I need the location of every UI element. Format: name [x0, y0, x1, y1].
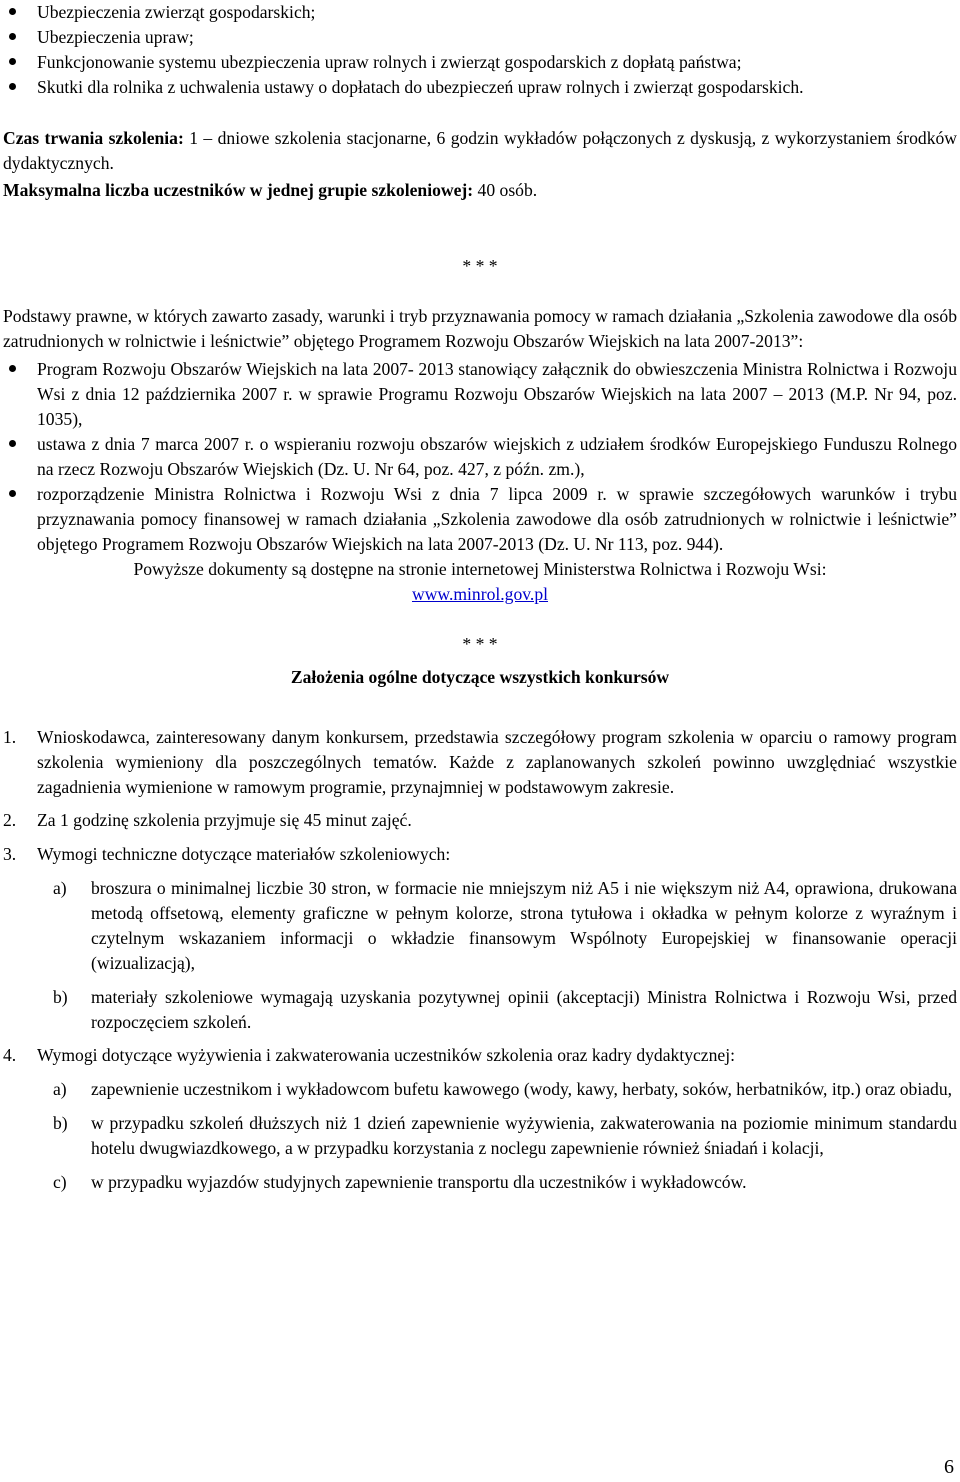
bullet-icon	[3, 50, 37, 75]
list-item-4: 4. Wymogi dotyczące wyżywienia i zakwaterowania uczestników szkolenia oraz kadry dydaktycznej:	[3, 1045, 736, 1065]
list-item-2: 2. Za 1 godzinę szkolenia przyjmuje się 45 minut zajęć.	[3, 810, 412, 830]
numbered-list	[3, 725, 957, 1195]
minrol-link[interactable]: www.minrol.gov.pl	[411, 584, 549, 604]
document-page	[3, 0, 957, 1195]
list-item: Skutki dla rolnika z uchwalenia ustawy o dopłatach do ubezpieczeń upraw rolnych i zwierząt gospodarskich.	[3, 75, 957, 100]
bullet-icon	[3, 357, 37, 432]
documents-note: Powyższe dokumenty są dostępne na stronie internetowej Ministerstwa Rolnictwa i Rozwoju Wsi:	[133, 559, 827, 579]
legal-intro: Podstawy prawne, w których zawarto zasady, warunki i tryb przyznawania pomocy w ramach działania „Szkolenia zawodowe dla osób zatrudnionych w rolnictwie i leśnictwie” objętego Programem Rozwoju Obszarów Wiejskich na lata 2007-2013”:	[3, 306, 957, 351]
duration-paragraph	[3, 126, 957, 176]
bullet-icon	[3, 482, 37, 557]
sub-item-4b: b) w przypadku szkoleń dłuższych niż 1 dzień zapewnienie wyżywienia, zakwaterowania na poziomie minimum standardu hotelu dwugwiazdkowego, a w przypadku korzystania z noclegu zapewnienie również śniadań i kolacji,	[53, 1113, 957, 1158]
list-item-3: 3. Wymogi techniczne dotyczące materiałów szkoleniowych:	[3, 844, 451, 864]
separator: * * *	[462, 256, 498, 276]
page-number: 6	[944, 1456, 954, 1478]
link-line	[3, 582, 957, 607]
bullet-icon	[3, 75, 37, 100]
separator-2: * * *	[462, 634, 498, 654]
max-participants-label: Maksymalna liczba uczestników w jednej grupie szkoleniowej:	[3, 180, 474, 200]
list-item-1: 1. Wnioskodawca, zainteresowany danym konkursem, przedstawia szczegółowy program szkolenia w oparciu o ramowy program szkolenia wymieniony dla poszczególnych tematów. Każde z zaplanowanych szkoleń powinno uwzględniać wszystkie zagadnienia wymienione w ramowym programie, przynajmniej w podstawowym zakresie.	[3, 727, 957, 797]
bullet-icon	[3, 25, 37, 50]
sub-item-4a: a) zapewnienie uczestnikom i wykładowcom bufetu kawowego (wody, kawy, herbaty, soków, herbatników, itp.) oraz obiadu,	[53, 1079, 953, 1099]
duration-label: Czas trwania szkolenia:	[3, 128, 184, 148]
section-title: Założenia ogólne dotyczące wszystkich konkursów	[290, 667, 670, 687]
sub-item-4c: c) w przypadku wyjazdów studyjnych zapewnienie transportu dla uczestników i wykładowców.	[53, 1172, 747, 1192]
list-item: Funkcjonowanie systemu ubezpieczenia upraw rolnych i zwierząt gospodarskich z dopłatą państwa;	[3, 50, 957, 75]
sub-item-3b: b) materiały szkoleniowe wymagają uzyskania pozytywnej opinii (akceptacji) Ministra Rolnictwa i Rozwoju Wsi, przed rozpoczęciem szkoleń.	[53, 987, 957, 1032]
sub-item-3a: a) broszura o minimalnej liczbie 30 stron, w formacie nie mniejszym niż A5 i nie większym niż A4, oprawiona, drukowana metodą offsetową, elementy graficzne w pełnym kolorze, strona tytułowa i okładka w pełnym kolorze z wyraźnym i czytelnym wskazaniem informacji o wkładzie finansowym Wspólnoty Europejskiej w finansowanie operacji (wizualizacją),	[53, 878, 957, 973]
top-bullet-list	[3, 0, 957, 100]
bullet-icon	[3, 0, 37, 25]
list-item: ustawa z dnia 7 marca 2007 r. o wspieraniu rozwoju obszarów wiejskich z udziałem środków Europejskiego Funduszu Rolnego na rzecz Rozwoju Obszarów Wiejskich (Dz. U. Nr 64, poz. 427, z późn. zm.),	[3, 432, 957, 482]
bullet-icon	[3, 432, 37, 482]
list-item: Ubezpieczenia upraw;	[3, 25, 957, 50]
list-item: rozporządzenie Ministra Rolnictwa i Rozwoju Wsi z dnia 7 lipca 2009 r. w sprawie szczegółowych warunków i trybu przyznawania pomocy finansowej w ramach działania „Szkolenia zawodowe dla osób zatrudnionych w rolnictwie i leśnictwie” objętego Programem Rozwoju Obszarów Wiejskich na lata 2007-2013 (Dz. U. Nr 113, poz. 944).	[3, 482, 957, 557]
max-participants-text: 40 osób.	[477, 180, 538, 200]
list-item: Ubezpieczenia zwierząt gospodarskich;	[3, 0, 957, 25]
max-participants-paragraph	[3, 178, 957, 203]
duration-text: 1 – dniowe szkolenia stacjonarne, 6 godzin wykładów połączonych z dyskusją, z wykorzystaniem środków dydaktycznych.	[3, 128, 957, 173]
legal-bullet-list	[3, 357, 957, 557]
list-item: Program Rozwoju Obszarów Wiejskich na lata 2007- 2013 stanowiący załącznik do obwieszczenia Ministra Rolnictwa i Rozwoju Wsi z dnia 12 października 2007 r. w sprawie Programu Rozwoju Obszarów Wiejskich na lata 2007 – 2013 (M.P. Nr 94, poz. 1035),	[3, 357, 957, 432]
